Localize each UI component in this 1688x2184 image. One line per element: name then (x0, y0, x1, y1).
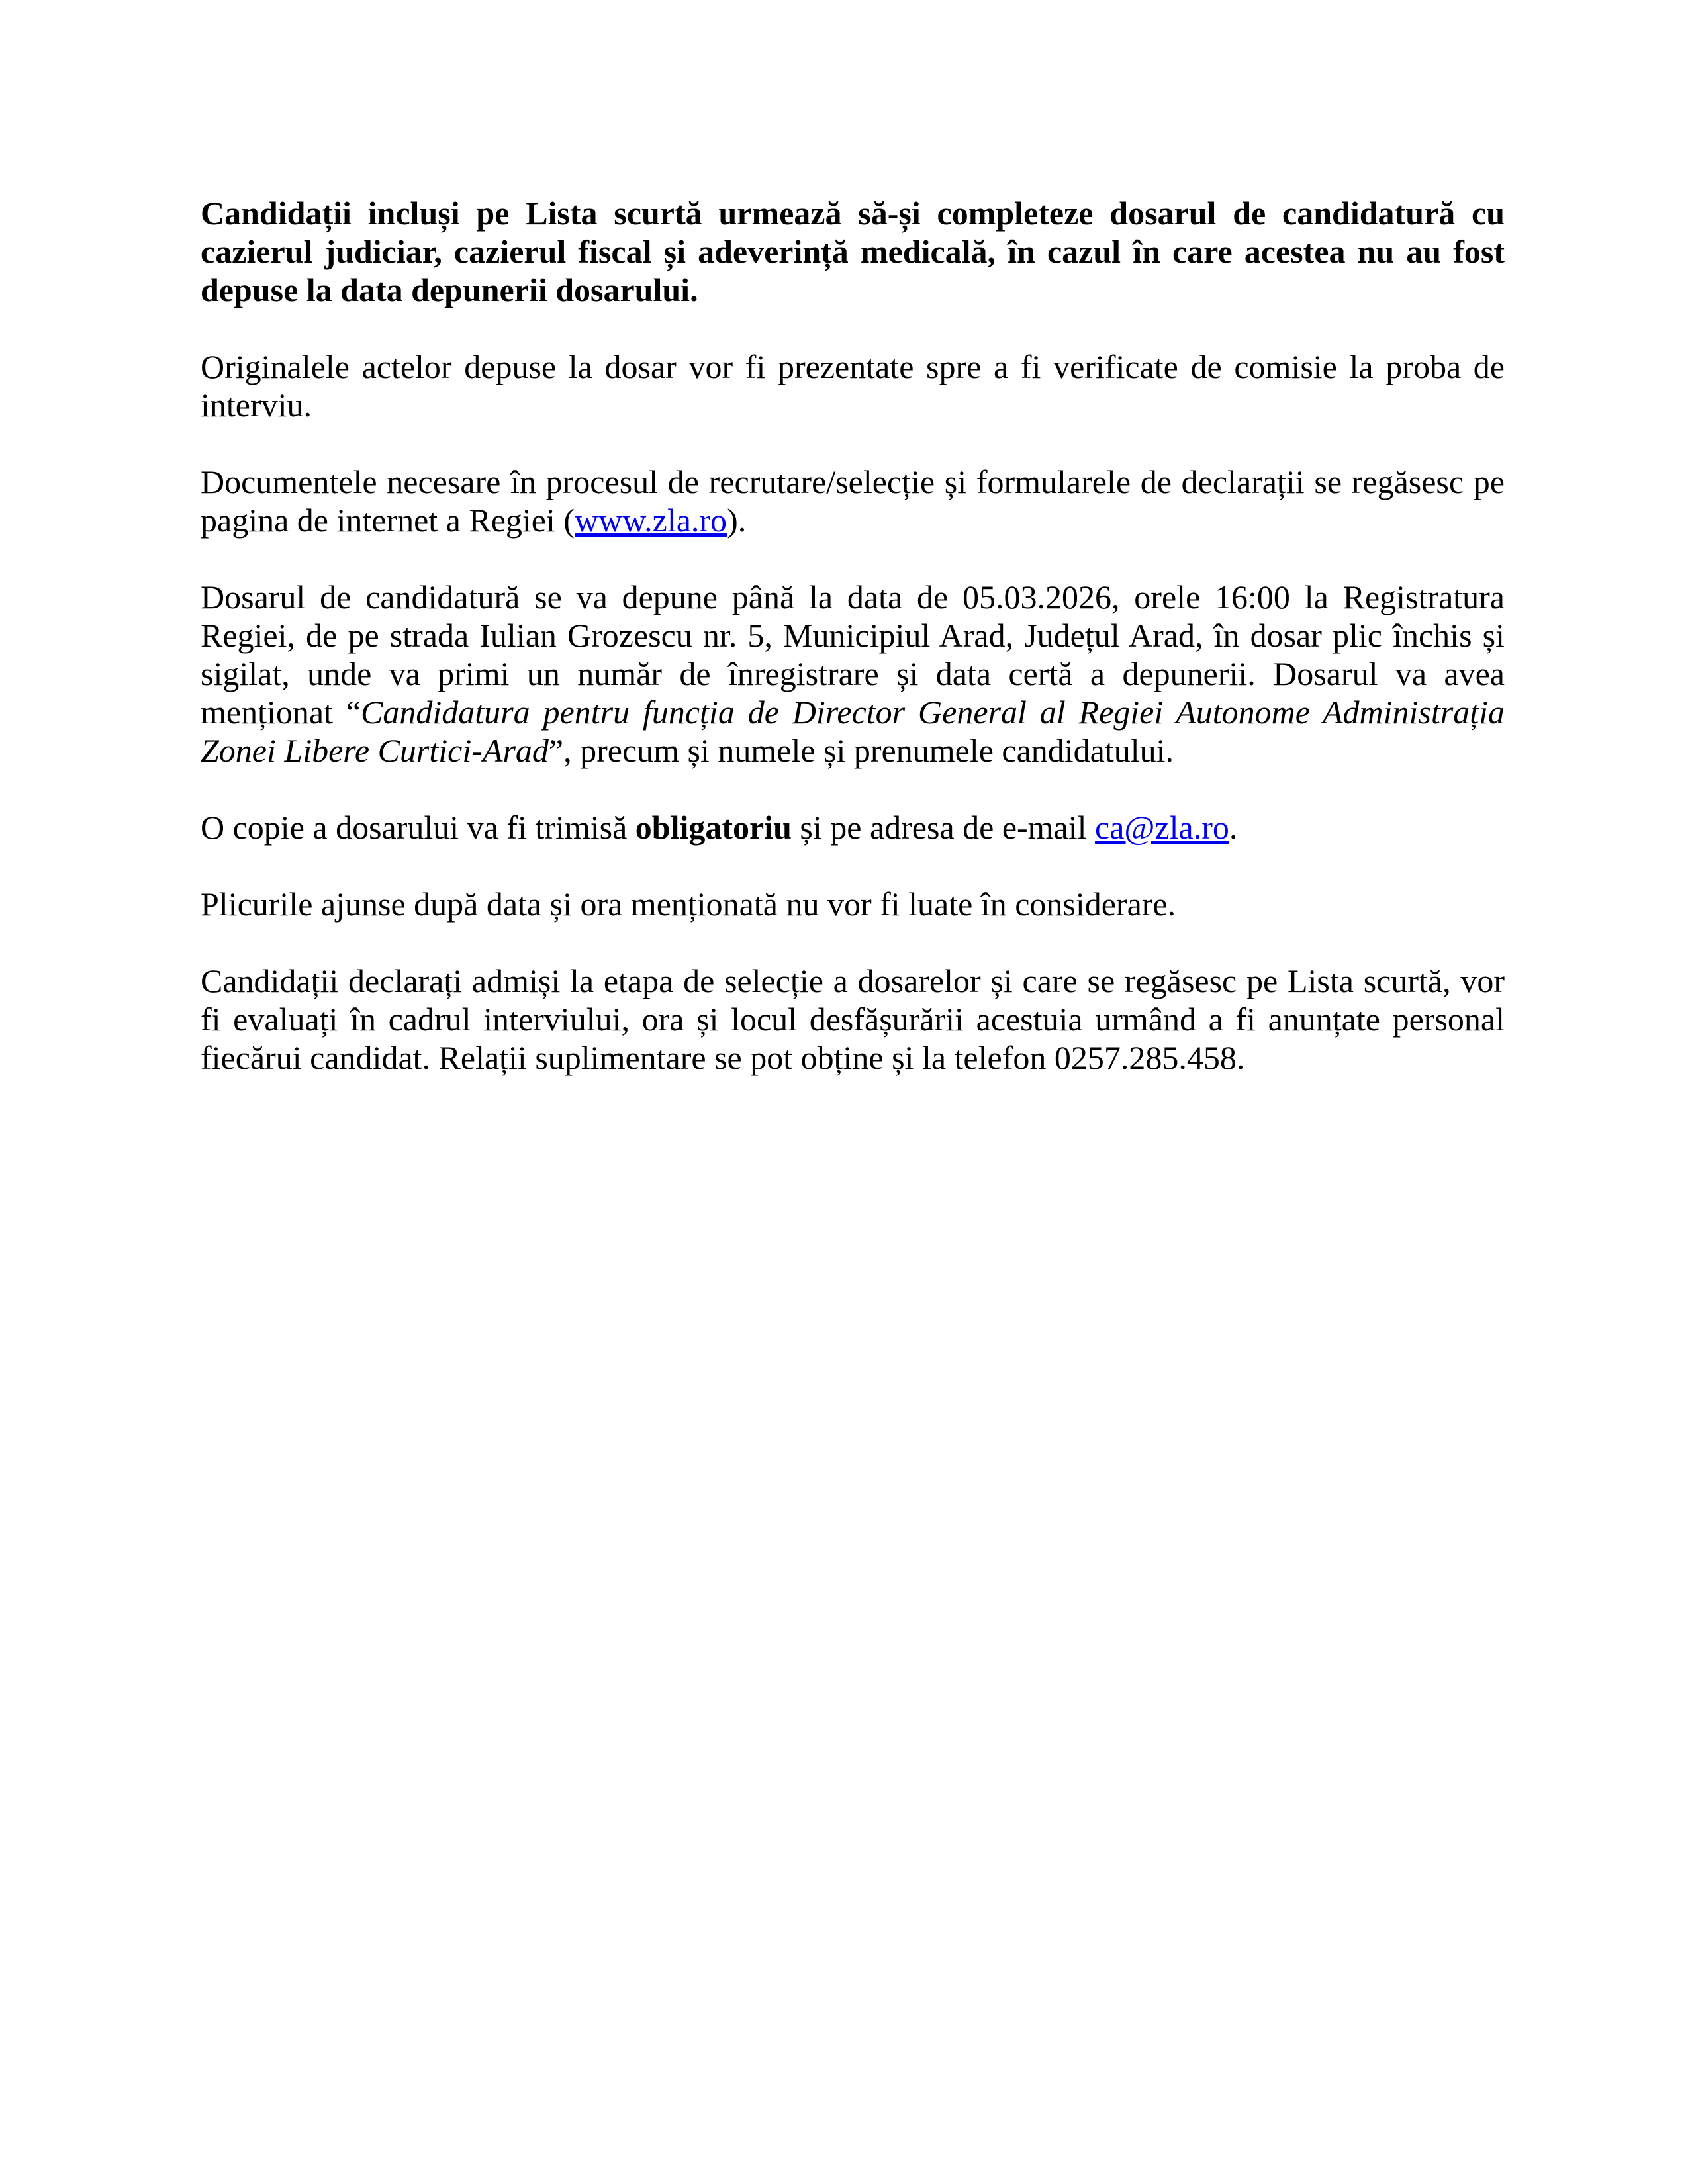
candidacy-title-italic: Candidatura pentru funcția de Director General al Regiei Autonome Administrația Zonei Libere Curtici-Arad (201, 694, 1505, 769)
mandatory-word-bold: obligatoriu (635, 809, 792, 846)
paragraph-text: ). (727, 502, 747, 539)
paragraph-text: Plicurile ajunse după data și ora menționată nu vor fi luate în considerare. (201, 886, 1176, 923)
paragraph-interview-notification (201, 962, 1505, 1077)
paragraph-email-copy (201, 808, 1505, 846)
paragraph-text: ”, precum și numele și prenumele candidatului. (548, 732, 1174, 769)
paragraph-dossier-submission (201, 578, 1505, 770)
paragraph-text: și pe adresa de e-mail (791, 809, 1096, 846)
paragraph-required-documents (201, 463, 1505, 539)
paragraph-text: . (1229, 809, 1238, 846)
paragraph-text: Dosarul de candidatură se va depune până la data de 05.03.2026, orele 16:00 la Registratura Regiei, de pe strada Iulian Grozescu nr. 5, Municipiul Arad, Județul Arad, în dosar plic închis și sigilat, unde va primi un număr de înregistrare și data certă a depunerii. Dosarul va avea menționat “ (201, 578, 1505, 731)
paragraph-text: Originalele actelor depuse la dosar vor fi prezentate spre a fi verificate de comisie la proba de interviu. (201, 348, 1505, 424)
paragraph-shortlist-dossier (201, 194, 1505, 309)
paragraph-text: Candidații incluși pe Lista scurtă urmează să-și completeze dosarul de candidatură cu cazierul judiciar, cazierul fiscal și adeverință medicală, în cazul în care acestea nu au fost depuse la data depunerii dosarului. (201, 195, 1505, 308)
paragraph-text: O copie a dosarului va fi trimisă (201, 809, 635, 846)
paragraph-text: Candidații declarați admiși la etapa de selecție a dosarelor și care se regăsesc pe Lista scurtă, vor fi evaluați în cadrul interviului, ora și locul desfășurării acestuia urmând a fi anunțate personal fiecărui candidat. Relații suplimentare se pot obține și la telefon 0257.285.458. (201, 962, 1505, 1076)
zla-website-link[interactable]: www.zla.ro (575, 502, 727, 539)
paragraph-originals-verification (201, 347, 1505, 424)
paragraph-late-envelopes (201, 885, 1505, 923)
email-link[interactable]: ca@zla.ro (1095, 809, 1229, 846)
document-body (201, 194, 1505, 1115)
paragraph-text: Documentele necesare în procesul de recrutare/selecție și formularele de declarații se regăsesc pe pagina de internet a Regiei ( (201, 463, 1505, 539)
